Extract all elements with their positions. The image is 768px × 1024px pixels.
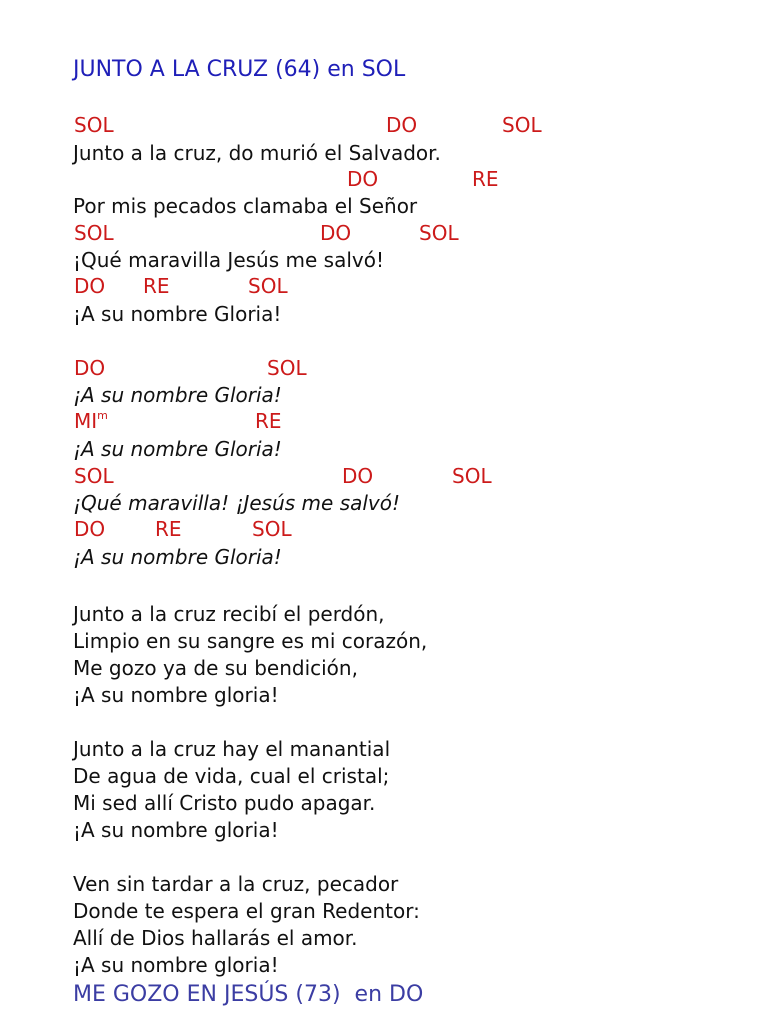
chord: DO [347,167,379,191]
lyric-line: Donde te espera el gran Redentor: [73,899,420,923]
lyric-line: Limpio en su sangre es mi corazón, [73,629,428,653]
lyric-line: ¡A su nombre Gloria! [73,437,282,461]
chord: SOL [267,356,307,380]
chord: DO [74,517,106,541]
lyric-line: Junto a la cruz, do murió el Salvador. [73,141,441,165]
chord: DO [386,113,418,137]
lyric-line: Me gozo ya de su bendición, [73,656,358,680]
lyric-line: ¡A su nombre Gloria! [73,302,282,326]
chord: DO [74,274,106,298]
lyric-line: ¡A su nombre Gloria! [73,383,282,407]
lyric-line: Junto a la cruz recibí el perdón, [73,602,385,626]
lyric-line: ¡A su nombre Gloria! [73,545,282,569]
chord: SOL [74,464,114,488]
chord: RE [472,167,499,191]
chord: DO [74,356,106,380]
chord: RE [155,517,182,541]
chord: DO [342,464,374,488]
chord: SOL [419,221,459,245]
chord: RE [143,274,170,298]
lyric-line: ¡Qué maravilla! ¡Jesús me salvó! [73,491,401,515]
chord: SOL [248,274,288,298]
chord: SOL [74,113,114,137]
lyric-line: Allí de Dios hallarás el amor. [73,926,358,950]
chord: SOL [252,517,292,541]
lyric-line: Por mis pecados clamaba el Señor [73,194,418,218]
chord: DO [320,221,352,245]
lyric-line: ¡A su nombre gloria! [73,683,279,707]
chord: RE [255,409,282,433]
chord: SOL [502,113,542,137]
chord: SOL [452,464,492,488]
lyric-line: ¡A su nombre gloria! [73,818,279,842]
song-title: JUNTO A LA CRUZ (64) en SOL [73,57,406,82]
chord: $MI^m$ [74,409,108,433]
lyric-line: ¡A su nombre gloria! [73,953,279,977]
lyric-line: ¡Qué maravilla Jesús me salvó! [73,248,384,272]
lyric-line: Ven sin tardar a la cruz, pecador [73,872,399,896]
lyric-line: De agua de vida, cual el cristal; [73,764,390,788]
lyric-line: Mi sed allí Cristo pudo apagar. [73,791,376,815]
lyric-line: Junto a la cruz hay el manantial [73,737,391,761]
chord: SOL [74,221,114,245]
minor-mark: m [97,409,108,422]
next-song-title: ME GOZO EN JESÚS (73) en DO [73,982,424,1007]
